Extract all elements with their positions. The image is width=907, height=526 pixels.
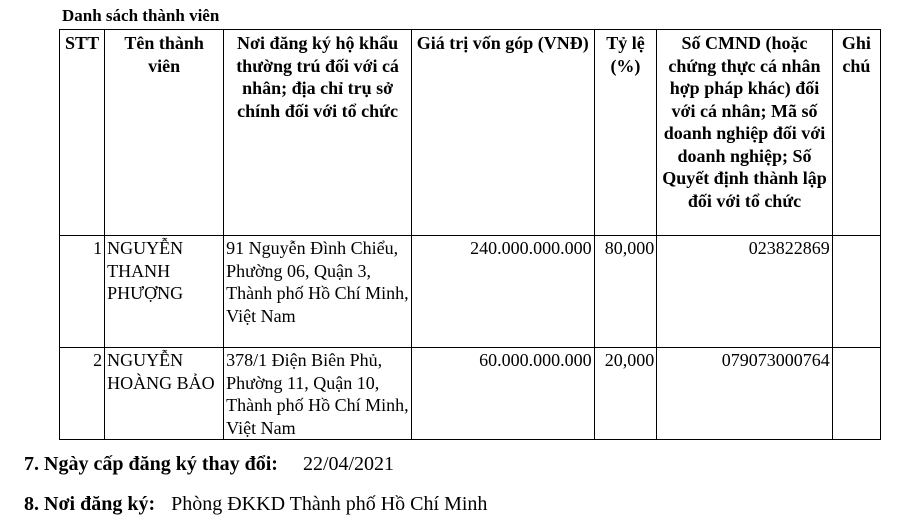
registration-place-label: 8. Nơi đăng ký:	[24, 493, 156, 515]
column-header-id-number: Số CMND (hoặc chứng thực cá nhân hợp pháp khác) đối với cá nhân; Mã số doanh nghiệp đối với doanh nghiệp; Số Quyết định thành lập đối với tổ chức	[657, 30, 832, 236]
cell-id-number: 079073000764	[657, 348, 832, 440]
change-registration-date-value: 22/04/2021	[302, 453, 395, 475]
cell-stt: 1	[60, 236, 105, 348]
cell-member-name: NGUYỄN HOÀNG BẢO	[105, 348, 224, 440]
column-header-address: Nơi đăng ký hộ khẩu thường trú đối với cá nhân; địa chỉ trụ sở chính đối với tổ chức	[224, 30, 412, 236]
cell-ratio: 80,000	[594, 236, 657, 348]
members-table	[59, 29, 881, 440]
column-header-name: Tên thành viên	[105, 30, 224, 236]
cell-ratio: 20,000	[594, 348, 657, 440]
cell-capital: 240.000.000.000	[411, 236, 594, 348]
registration-place-value: Phòng ĐKKD Thành phố Hồ Chí Minh	[171, 493, 488, 515]
cell-note	[832, 236, 880, 348]
cell-capital: 60.000.000.000	[411, 348, 594, 440]
column-header-stt: STT	[60, 30, 105, 236]
change-registration-date-line	[24, 452, 394, 476]
cell-note	[832, 348, 880, 440]
registration-place-line	[24, 492, 487, 516]
members-list-heading: Danh sách thành viên	[62, 6, 220, 25]
cell-stt: 2	[60, 348, 105, 440]
table-row	[60, 236, 881, 348]
column-header-note: Ghi chú	[832, 30, 880, 236]
change-registration-date-label: 7. Ngày cấp đăng ký thay đổi:	[24, 453, 278, 475]
cell-address: 378/1 Điện Biên Phủ, Phường 11, Quận 10, Thành phố Hồ Chí Minh, Việt Nam	[224, 348, 412, 440]
column-header-ratio: Tỷ lệ (%)	[594, 30, 657, 236]
table-row	[60, 348, 881, 440]
cell-member-name: NGUYỄN THANH PHƯỢNG	[105, 236, 224, 348]
table-header-row	[60, 30, 881, 236]
cell-id-number: 023822869	[657, 236, 832, 348]
column-header-capital: Giá trị vốn góp (VNĐ)	[411, 30, 594, 236]
cell-address: 91 Nguyễn Đình Chiểu, Phường 06, Quận 3, Thành phố Hồ Chí Minh, Việt Nam	[224, 236, 412, 348]
